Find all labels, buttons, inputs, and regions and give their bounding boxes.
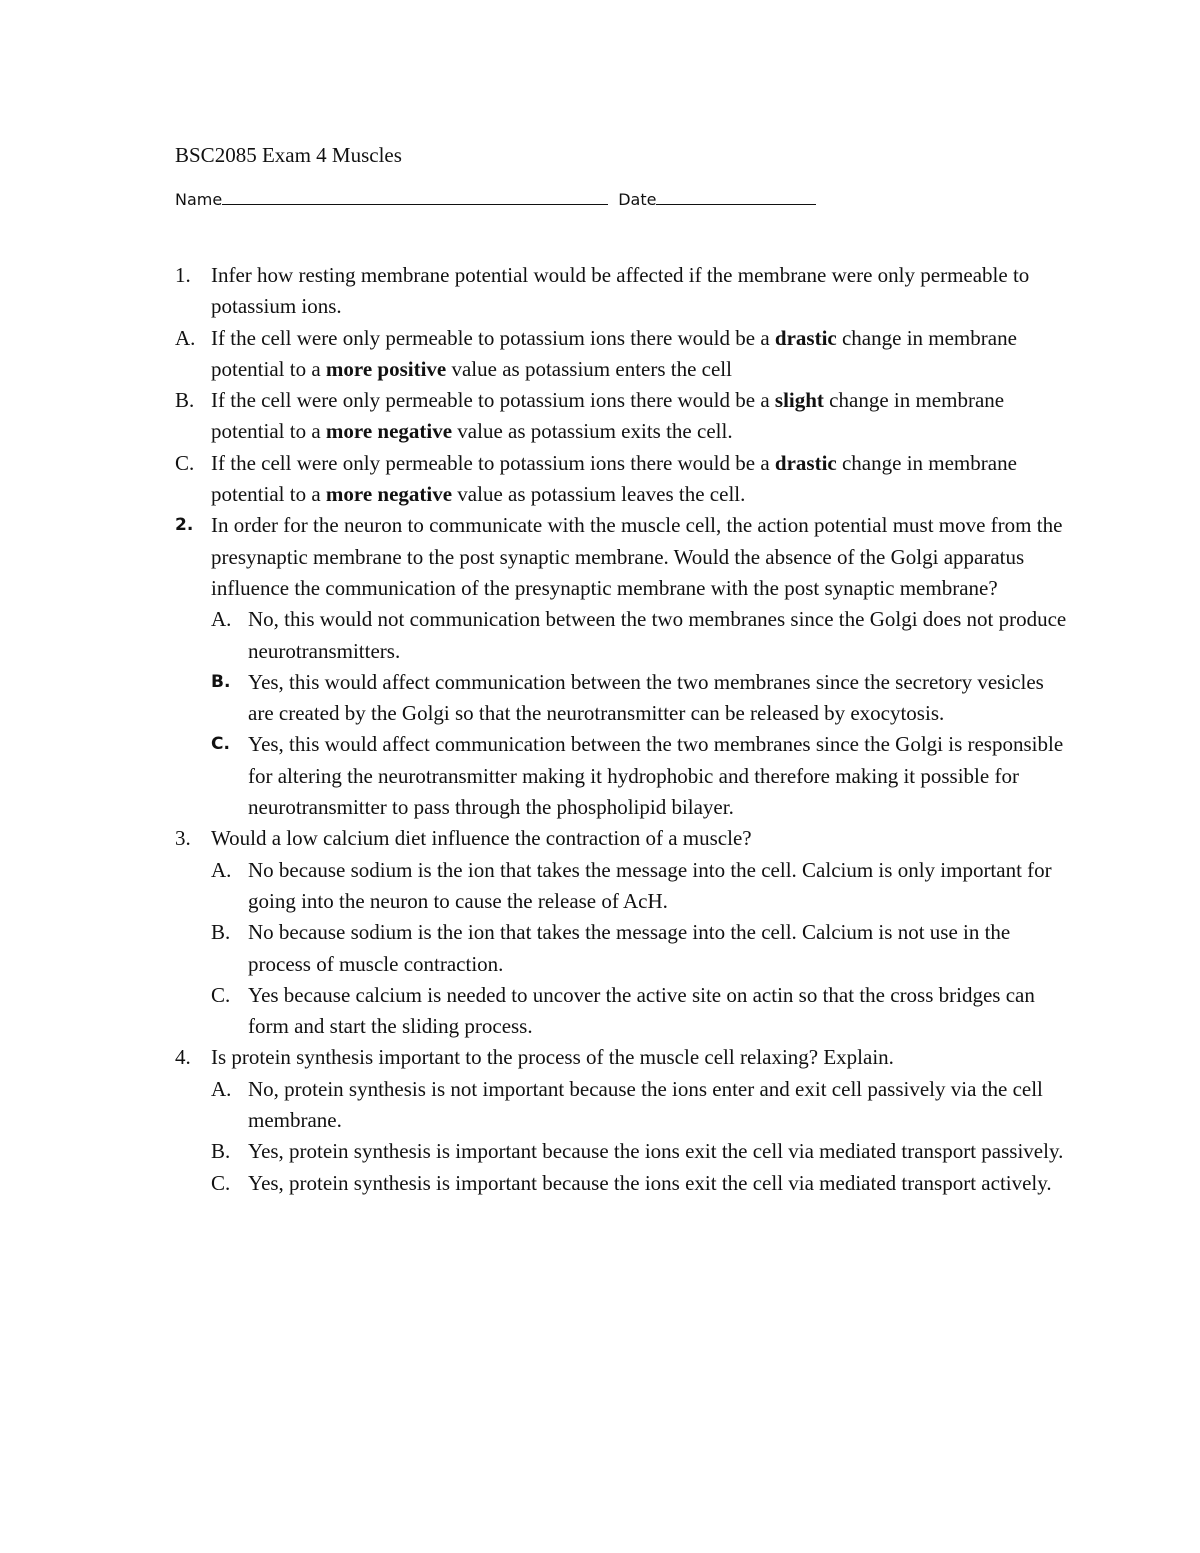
option-letter: B.	[175, 388, 195, 413]
option-letter: C.	[175, 450, 195, 475]
question-4-option-b	[0, 1136, 1071, 1167]
question-2-option-a	[0, 604, 1071, 667]
option-text: No, protein synthesis is not important because the ions enter and exit cell passively via the cell membrane.	[248, 1076, 1043, 1133]
option-text: If the cell were only permeable to potassium ions there would be a drastic change in membrane potential to a more negative value as potassium leaves the cell.	[211, 450, 1017, 507]
question-number: 3.	[175, 826, 191, 851]
option-text: Yes, protein synthesis is important because the ions exit the cell via mediated transport passively.	[248, 1139, 1064, 1164]
question-3-option-a	[0, 855, 1071, 918]
option-text: Yes because calcium is needed to uncover the active site on actin so that the cross bridges can form and start the sliding process.	[248, 982, 1035, 1039]
page-title: BSC2085 Exam 4 Muscles	[175, 143, 402, 167]
question-1-option-a	[0, 323, 1071, 386]
option-letter: B.	[211, 920, 231, 945]
question-1	[0, 260, 1071, 323]
option-letter: B.	[211, 671, 231, 692]
question-4-option-c	[0, 1168, 1071, 1199]
question-2-option-b	[0, 667, 1071, 730]
option-letter: C.	[211, 1170, 231, 1195]
question-4-option-a	[0, 1074, 1071, 1137]
option-text: Yes, this would affect communication between the two membranes since the secretory vesicles are created by the Golgi so that the neurotransmitter can be released by exocytosis.	[248, 669, 1044, 726]
question-2	[0, 510, 1071, 604]
option-letter: C.	[211, 734, 230, 755]
question-3	[0, 823, 1071, 854]
option-text: Yes, protein synthesis is important because the ions exit the cell via mediated transport actively.	[248, 1170, 1052, 1195]
option-letter: C.	[211, 982, 231, 1007]
question-text: Is protein synthesis important to the process of the muscle cell relaxing? Explain.	[211, 1045, 894, 1070]
question-2-option-c	[0, 729, 1071, 823]
option-letter: A.	[175, 325, 196, 350]
question-text: Would a low calcium diet influence the contraction of a muscle?	[211, 826, 752, 851]
date-blank	[656, 188, 816, 205]
name-label: Name	[175, 190, 223, 209]
option-text: If the cell were only permeable to potassium ions there would be a slight change in membrane potential to a more negative value as potassium exits the cell.	[211, 388, 1005, 444]
question-3-option-b	[0, 917, 1071, 980]
question-text: In order for the neuron to communicate with the muscle cell, the action potential must move from the presynaptic membrane to the post synaptic membrane. Would the absence of the Golgi apparatus influence the communication of the presynaptic membrane with the post synaptic membrane?	[211, 513, 1063, 600]
name-blank	[222, 188, 608, 205]
question-1-option-c	[0, 448, 1071, 511]
date-label: Date	[618, 190, 657, 209]
question-number: 1.	[175, 263, 191, 287]
option-letter: A.	[211, 607, 232, 632]
question-number: 2.	[175, 515, 194, 536]
question-list	[0, 260, 1200, 1199]
question-text: Infer how resting membrane potential would be affected if the membrane were only permeable to potassium ions.	[211, 263, 1030, 319]
option-text: If the cell were only permeable to potassium ions there would be a drastic change in membrane potential to a more positive value as potassium enters the cell	[211, 325, 1017, 381]
option-text: No because sodium is the ion that takes the message into the cell. Calcium is not use in the process of muscle contraction.	[248, 920, 1011, 976]
option-letter: A.	[211, 857, 232, 882]
question-1-option-b	[0, 385, 1071, 448]
question-number: 4.	[175, 1045, 191, 1070]
question-3-option-c	[0, 980, 1071, 1043]
option-text: No, this would not communication between the two membranes since the Golgi does not produce neurotransmitters.	[248, 607, 1067, 663]
option-letter: A.	[211, 1076, 232, 1101]
name-date-line	[175, 188, 816, 212]
option-letter: B.	[211, 1139, 231, 1164]
option-text: No because sodium is the ion that takes the message into the cell. Calcium is only important for going into the neuron to cause the release of AcH.	[248, 857, 1052, 913]
option-text: Yes, this would affect communication between the two membranes since the Golgi is responsible for altering the neurotransmitter making it hydrophobic and therefore making it possible for neurotransmitter to pass through the phospholipid bilayer.	[248, 732, 1064, 820]
question-4	[0, 1042, 1071, 1073]
